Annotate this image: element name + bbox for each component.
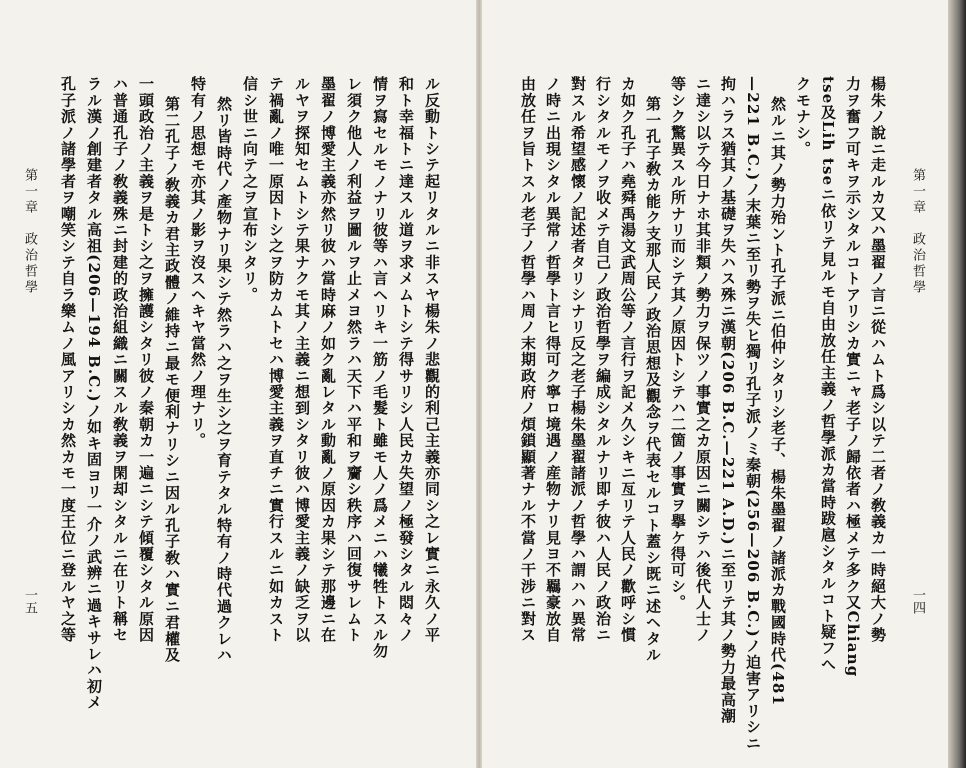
text-column: ルヤヲ探知セムトシテ果ナクモ其ノ主義ニ想到シタリ彼ハ博愛主義ノ缺乏ヲ以 <box>293 76 311 643</box>
text-column: tse及Lih tseニ依リテ見ルモ自由放任主義ノ哲學派カ當時跋扈シタルコト疑フへ <box>819 76 837 673</box>
right-page <box>482 0 948 768</box>
text-column: 然リ皆時代ノ產物ナリ果シテ然ラハ之ヲ生シ之ヲ育テタル特有ノ時代過クレハ <box>215 96 233 663</box>
page-number-left: 一五 <box>22 588 37 614</box>
text-column: ノ時ニ出現シタル異常ノ哲學ト言ヒ得可ク寧ロ境遇ノ産物ナリ見ヨ不羈豪放自 <box>544 76 562 643</box>
text-column: 墨翟ノ博愛主義亦然リ彼ハ當時麻ノ如ク亂レタル動亂ノ原因カ果シテ那邊ニ在 <box>319 76 337 643</box>
text-column: 行シタルモノヲ收メテ自己ノ政治哲學ヲ編成シタルナリ即チ彼ハ人民ノ政治ニ <box>594 76 612 643</box>
text-column: ル反動トシテ起リタルニ非スヤ楊朱ノ悲觀的利己主義亦同シ之レ實ニ永久ノ平 <box>423 76 441 643</box>
text-column: レ須ク他人ノ利益ヲ圖ルヲ止メヨ然ラハ天下ハ平和ヲ齎シ秩序ハ回復サレムト <box>345 76 363 643</box>
text-column: クモナシ。 <box>794 76 812 157</box>
text-column: 信シ世ニ向テ之ヲ宣布シタリ。 <box>241 76 259 303</box>
text-column: カ如ク孔子ハ堯舜禹湯文武周公等ノ言行ヲ記メ久シキニ亙リテ人民ノ歡呼シ慣 <box>619 76 637 643</box>
text-column: ラル漢ノ創建者タル高祖(206—194 B.C.)ノ如キ固ヨリ一介ノ武辨ニ過キサレハ初メ <box>85 76 103 711</box>
text-column: 拘ハラス猶其ノ基礎ヲ失ハス殊ニ漢朝(206 B.C.—221 A.D.)ニ至リテ其ノ勢力最高潮 <box>719 76 737 725</box>
text-column: 情ヲ寫セルモノナリ彼等ハ言ヘリキ一筋ノ毛髮ト雖モ人ノ爲メニハ犧牲トスル勿 <box>371 76 389 660</box>
text-column: 第一孔子敎カ能ク支那人民ノ政治思想及觀念ヲ代表セルコト蓋シ既ニ述ヘタル <box>644 96 662 663</box>
text-column: 一頭政治ノ主義ヲ是トシ之ヲ擁護シタリ彼ノ秦朝カ一遍ニシテ傾覆シタル原因 <box>137 76 155 643</box>
page-number-right: 一四 <box>910 588 925 614</box>
text-column: 孔子派ノ諸學者ヲ嘲笑シテ自ラ樂ムノ風アリシカ然カモ一度王位ニ登ルヤ之等 <box>59 76 77 643</box>
text-column: —221 B.C.)ノ末葉ニ至リ勢ヲ失ヒ獨リ孔子派ノミ秦朝(256—206 B.C.)ノ迫害アリシニ <box>744 76 762 752</box>
text-column: 力ヲ奮フ可キヲ示シタルコトアリシカ實ニャ老子ノ歸依者ハ極メテ多ク又Chiang <box>844 76 862 678</box>
running-head-right: 第一章 政治哲學 <box>910 168 925 296</box>
text-column: 然ルニ其ノ勢力殆ント孔子派ニ伯仲シタリシ老子、楊朱墨翟ノ諸派カ戰國時代(481 <box>769 96 787 707</box>
text-column: 對スル希望感懷ノ記述者タリシナリ反之老子楊朱墨翟諸派ノ哲學ハ謂ハハ異常 <box>569 76 587 643</box>
text-column: ハ普通孔子ノ敎義殊ニ封建的政治組織ニ關スル敎義ヲ閑却シタルニ在リト稱セ <box>111 76 129 643</box>
text-column: ニ達シ以テ今日ナホ其非類ノ勢力ヲ保ツノ事實之カ原因ニ關シテハ後代人士ノ <box>694 76 712 643</box>
text-column: 由放任ヲ旨トスル老子ノ哲學ハ周ノ末期政府ノ煩鎖顯著ナル不當ノ干涉ニ對ス <box>519 76 537 643</box>
text-column: 楊朱ノ說ニ走ルカ又ハ墨翟ノ言ニ從ハムト爲シ以テ二者ノ敎義カ一時絕大ノ勢 <box>869 76 887 643</box>
running-head-left: 第一章 政治哲學 <box>22 168 37 296</box>
book-edge <box>948 0 966 768</box>
text-column: 第二孔子ノ敎義カ君主政體ノ維持ニ最モ便利ナリシニ因ル孔子敎ハ實ニ君權及 <box>163 96 181 663</box>
text-column: 和ト幸福トニ達スル道ヲ求メムトシテ得サリシ人民カ失望ノ極發シタル悶々ノ <box>397 76 415 643</box>
text-column: 等シク驚異スル所ナリ而シテ其ノ原因トシテハ二箇ノ事實ヲ擧ケ得可シ。 <box>669 76 687 611</box>
text-column: 特有ノ思想モ亦其ノ影ヲ沒スヘキヤ當然ノ理ナリ。 <box>189 76 207 449</box>
text-column: テ禍亂ノ唯一原因トシ之ヲ防カムトセハ博愛主義ヲ直チニ實行スルニ如カスト <box>267 76 285 643</box>
left-page <box>0 0 476 768</box>
